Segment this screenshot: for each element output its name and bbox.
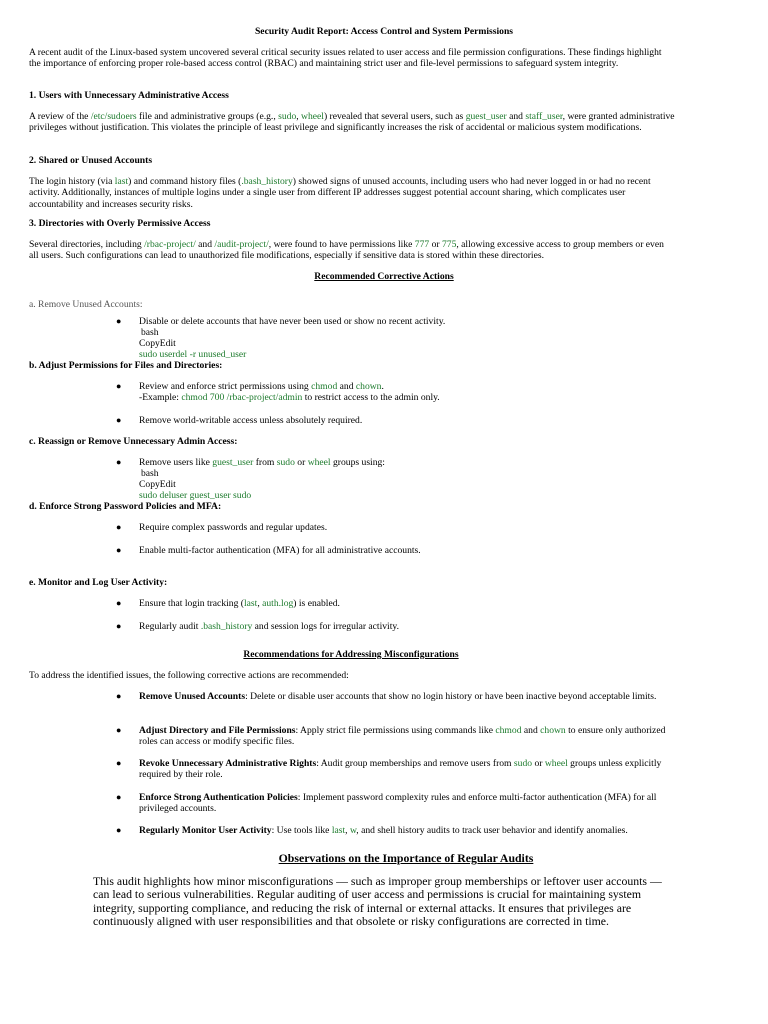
action-c-item: Remove users like guest_user from sudo or wheel groups using:	[139, 457, 385, 468]
bullet: ●	[116, 415, 122, 425]
bullet: ●	[116, 792, 122, 802]
section2-paragraph: The login history (via last) and command history files (.bash_history) showed signs of unused accounts, including users who had never logged in or had no recent activity. Additionally, instances of multiple logins under a single user from different IP addresses suggest potential account sharing, which complicates user accountability and increases security risks.	[29, 176, 651, 210]
code-block: sudo deluser guest_user sudo	[139, 490, 252, 501]
action-b-heading: b. Adjust Permissions for Files and Directories:	[29, 360, 223, 371]
bullet: ●	[116, 545, 122, 555]
action-d-heading: d. Enforce Strong Password Policies and MFA:	[29, 501, 222, 512]
action-e-item1: Ensure that login tracking (last, auth.log) is enabled.	[139, 598, 340, 609]
recommendations-intro: To address the identified issues, the following corrective actions are recommended:	[29, 670, 349, 681]
recommendation-item: Adjust Directory and File Permissions: Apply strict file permissions using commands like chmod and chown to ensure only authorized roles can access or modify specific files.	[139, 725, 666, 748]
observations-paragraph: This audit highlights how minor misconfigurations — such as improper group memberships or leftover user accounts — can lead to serious vulnerabilities. Regular auditing of user access and permissions is crucial for maintaining system integrity, supporting compliance, and reducing the risk of internal or external attacks. It ensures that privileges are continuously aligned with user responsibilities and that obsolete or risky configurations are corrected in time.	[93, 874, 662, 929]
section3-paragraph: Several directories, including /rbac-project/ and /audit-project/, were found to have permissions like 777 or 775, allowing excessive access to group members or even all users. Such configurations can lead to unauthorized file modifications, especially if sensitive data is stored within these directories.	[29, 239, 664, 262]
corrective-actions-heading: Recommended Corrective Actions	[314, 271, 454, 282]
bullet: ●	[116, 758, 122, 768]
section2-heading: 2. Shared or Unused Accounts	[29, 155, 153, 166]
section1-paragraph: A review of the /etc/sudoers file and administrative groups (e.g., sudo, wheel) revealed that several users, such as guest_user and staff_user, were granted administrative privileges without justification. This violates the principle of least privilege and significantly increases the risk of accidental or malicious system modifications.	[29, 111, 675, 134]
action-d-item2: Enable multi-factor authentication (MFA) for all administrative accounts.	[139, 545, 421, 556]
recommendations-heading: Recommendations for Addressing Misconfigurations	[243, 649, 459, 660]
bullet: ●	[116, 725, 122, 735]
recommendation-item: Enforce Strong Authentication Policies: Implement password complexity rules and enforce multi-factor authentication (MFA) for all privileged accounts.	[139, 792, 657, 815]
code-language-label: bash	[141, 468, 159, 479]
intro-paragraph: A recent audit of the Linux-based system uncovered several critical security issues related to user access and file permission configurations. These findings highlight the importance of enforcing proper role-based access control (RBAC) and maintaining strict user and file-level permissions to safeguard system integrity.	[29, 47, 662, 70]
action-c-heading: c. Reassign or Remove Unnecessary Admin Access:	[29, 436, 238, 447]
action-a-item: Disable or delete accounts that have never been used or show no recent activity.	[139, 316, 446, 327]
observations-heading: Observations on the Importance of Regular Audits	[278, 851, 534, 865]
recommendation-item: Revoke Unnecessary Administrative Rights: Audit group memberships and remove users from sudo or wheel groups unless explicitly required by their role.	[139, 758, 662, 781]
action-e-heading: e. Monitor and Log User Activity:	[29, 577, 168, 588]
bullet: ●	[116, 381, 122, 391]
action-e-item2: Regularly audit .bash_history and session logs for irregular activity.	[139, 621, 399, 632]
action-a-heading: a. Remove Unused Accounts:	[29, 299, 143, 310]
section3-heading: 3. Directories with Overly Permissive Access	[29, 218, 211, 229]
bullet: ●	[116, 825, 122, 835]
copy-edit-button[interactable]: CopyEdit	[139, 479, 176, 490]
document-title: Security Audit Report: Access Control and System Permissions	[254, 26, 514, 37]
bullet: ●	[116, 691, 122, 701]
recommendation-item: Regularly Monitor User Activity: Use tools like last, w, and shell history audits to track user behavior and identify anomalies.	[139, 825, 628, 836]
bullet: ●	[116, 522, 122, 532]
code-language-label: bash	[141, 327, 159, 338]
action-b-item2: Remove world-writable access unless absolutely required.	[139, 415, 363, 426]
code-block: sudo userdel -r unused_user	[139, 349, 247, 360]
bullet: ●	[116, 621, 122, 631]
bullet: ●	[116, 316, 122, 326]
action-b-item1: Review and enforce strict permissions using chmod and chown.	[139, 381, 384, 392]
action-b-example: -Example: chmod 700 /rbac-project/admin to restrict access to the admin only.	[139, 392, 440, 403]
bullet: ●	[116, 457, 122, 467]
action-d-item1: Require complex passwords and regular updates.	[139, 522, 328, 533]
recommendation-item: Remove Unused Accounts: Delete or disable user accounts that show no login history or have been inactive beyond acceptable limits.	[139, 691, 657, 702]
copy-edit-button[interactable]: CopyEdit	[139, 338, 176, 349]
section1-heading: 1. Users with Unnecessary Administrative Access	[29, 90, 229, 101]
bullet: ●	[116, 598, 122, 608]
